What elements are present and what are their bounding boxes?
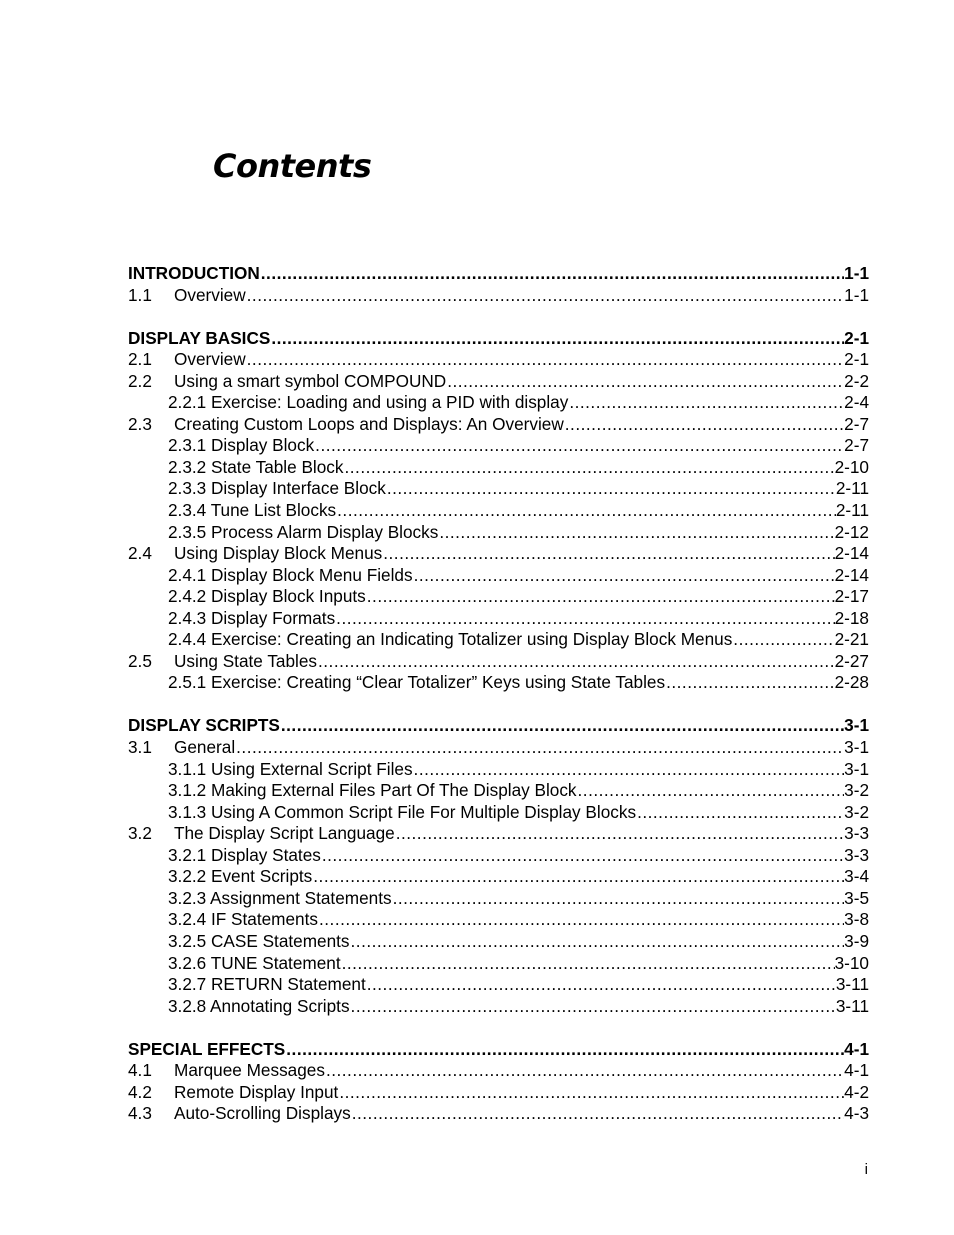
toc-entry[interactable] (128, 672, 869, 694)
dot-leader (338, 1082, 844, 1104)
toc-entry-number: 2.5 (128, 650, 152, 671)
toc-entry-title: SPECIAL EFFECTS (128, 1038, 286, 1059)
toc-entry-title: General (174, 737, 236, 758)
toc-entry-page: 3-9 (844, 930, 869, 951)
toc-entry-page: 2-1 (844, 349, 869, 370)
toc-entry-title: 3.2.1 Display States (168, 844, 321, 865)
toc-spacer (128, 306, 869, 328)
dot-leader (336, 500, 836, 522)
toc-entry-page: 3-3 (844, 844, 869, 865)
toc-entry-title: Using a smart symbol COMPOUND (174, 370, 447, 391)
toc-entry[interactable] (128, 953, 869, 975)
toc-entry-page: 2-7 (844, 413, 869, 434)
toc-entry-title: 2.4.3 Display Formats (168, 607, 336, 628)
toc-entry-title: 3.2.3 Assignment Statements (168, 887, 392, 908)
dot-leader (325, 1060, 844, 1082)
dot-leader (636, 802, 844, 824)
toc-entry-page: 4-1 (844, 1060, 869, 1081)
toc-entry[interactable] (128, 737, 869, 759)
dot-leader (335, 608, 834, 630)
toc-entry-title: DISPLAY BASICS (128, 327, 271, 348)
toc-entry[interactable] (128, 845, 869, 867)
toc-entry[interactable] (128, 651, 869, 673)
toc-entry-page: 4-2 (844, 1081, 869, 1102)
toc-entry-page: 3-3 (844, 823, 869, 844)
toc-entry-title: 3.1.3 Using A Common Script File For Multiple Display Blocks (168, 801, 637, 822)
dot-leader (317, 651, 835, 673)
toc-entry-title: 3.1.1 Using External Script Files (168, 758, 413, 779)
toc-entry-page: 2-12 (834, 521, 869, 542)
toc-entry-title: 2.3.5 Process Alarm Display Blocks (168, 521, 439, 542)
toc-section-entry[interactable] (128, 263, 869, 285)
toc-entry[interactable] (128, 1103, 869, 1125)
toc-entry[interactable] (128, 586, 869, 608)
toc-section-entry[interactable] (128, 715, 869, 737)
toc-entry-page: 2-4 (844, 392, 869, 413)
toc-entry[interactable] (128, 500, 869, 522)
toc-entry-page: 3-10 (834, 952, 869, 973)
toc-entry-page: 1-1 (844, 263, 869, 283)
dot-leader (341, 953, 835, 975)
toc-entry-title: Creating Custom Loops and Displays: An Overview (174, 413, 564, 434)
dot-leader (312, 866, 844, 888)
toc-entry-title: 3.1.2 Making External Files Part Of The Display Block (168, 780, 577, 801)
toc-entry-page: 3-5 (844, 887, 869, 908)
dot-leader (366, 974, 836, 996)
toc-section-entry[interactable] (128, 1039, 869, 1061)
toc-entry-page: 2-7 (844, 435, 869, 456)
toc-entry-title: DISPLAY SCRIPTS (128, 715, 280, 736)
dot-leader (260, 263, 844, 285)
toc-entry-title: 3.2.2 Event Scripts (168, 866, 313, 887)
dot-leader (280, 715, 844, 737)
toc-entry-number: 2.1 (128, 349, 152, 370)
toc-entry[interactable] (128, 435, 869, 457)
dot-leader (270, 328, 844, 350)
dot-leader (314, 435, 844, 457)
toc-entry[interactable] (128, 371, 869, 393)
toc-entry-title: Overview (174, 349, 246, 370)
toc-entry-title: Remote Display Input (174, 1081, 339, 1102)
toc-entry-page: 2-27 (834, 650, 869, 671)
toc-entry-page: 3-4 (844, 866, 869, 887)
table-of-contents (128, 263, 869, 1125)
dot-leader (382, 543, 834, 565)
toc-entry-number: 4.3 (128, 1103, 152, 1124)
toc-entry-number: 4.1 (128, 1060, 152, 1081)
toc-entry[interactable] (128, 629, 869, 651)
toc-entry-title: 2.3.2 State Table Block (168, 456, 344, 477)
toc-entry[interactable] (128, 759, 869, 781)
toc-entry-title: 3.2.6 TUNE Statement (168, 952, 341, 973)
toc-entry-title: 3.2.8 Annotating Scripts (168, 995, 350, 1016)
toc-entry-title: 3.2.5 CASE Statements (168, 930, 350, 951)
dot-leader (350, 931, 845, 953)
toc-entry-title: 2.3.4 Tune List Blocks (168, 500, 337, 521)
toc-entry[interactable] (128, 802, 869, 824)
dot-leader (392, 888, 845, 910)
toc-entry-page: 2-10 (834, 456, 869, 477)
page-title: Contents (213, 147, 372, 185)
dot-leader (395, 823, 844, 845)
toc-entry-title: 2.5.1 Exercise: Creating “Clear Totalizer” Keys using State Tables (168, 672, 666, 693)
toc-entry-title: Marquee Messages (174, 1060, 325, 1081)
dot-leader (285, 1039, 844, 1061)
dot-leader (568, 392, 844, 414)
toc-entry-page: 2-2 (844, 370, 869, 391)
toc-entry-page: 3-11 (835, 995, 869, 1016)
toc-entry[interactable] (128, 888, 869, 910)
toc-entry-page: 1-1 (844, 284, 869, 305)
toc-entry-number: 1.1 (128, 284, 152, 305)
dot-leader (438, 522, 834, 544)
dot-leader (350, 996, 836, 1018)
toc-entry[interactable] (128, 974, 869, 996)
toc-entry-page: 2-28 (834, 672, 869, 693)
toc-entry-title: 3.2.7 RETURN Statement (168, 974, 366, 995)
dot-leader (665, 672, 835, 694)
toc-entry-page: 3-1 (844, 758, 869, 779)
toc-entry-page: 2-11 (835, 500, 869, 521)
toc-entry-number: 3.2 (128, 823, 152, 844)
dot-leader (321, 845, 844, 867)
toc-entry-page: 3-1 (844, 715, 869, 736)
toc-entry-number: 2.3 (128, 413, 152, 434)
toc-entry-title: Using State Tables (174, 650, 317, 671)
toc-entry-title: 2.4.4 Exercise: Creating an Indicating Totalizer using Display Block Menus (168, 629, 733, 650)
toc-entry-title: 2.3.3 Display Interface Block (168, 478, 386, 499)
toc-spacer (128, 694, 869, 716)
toc-entry[interactable] (128, 780, 869, 802)
toc-entry-page: 3-2 (844, 801, 869, 822)
toc-entry[interactable] (128, 866, 869, 888)
toc-entry[interactable] (128, 478, 869, 500)
toc-entry[interactable] (128, 1082, 869, 1104)
dot-leader (413, 759, 845, 781)
toc-entry[interactable] (128, 349, 869, 371)
toc-entry-page: 3-2 (844, 780, 869, 801)
toc-entry-page: 3-1 (844, 737, 869, 758)
toc-entry-title: 2.4.1 Display Block Menu Fields (168, 564, 413, 585)
toc-entry-title: 2.2.1 Exercise: Loading and using a PID with display (168, 392, 569, 413)
toc-spacer (128, 1017, 869, 1039)
page-number: i (864, 1161, 868, 1178)
dot-leader (564, 414, 844, 436)
toc-entry[interactable] (128, 392, 869, 414)
toc-entry-number: 4.2 (128, 1081, 152, 1102)
toc-entry-page: 2-14 (834, 543, 869, 564)
toc-entry-page: 2-14 (834, 564, 869, 585)
toc-entry-page: 4-3 (844, 1103, 869, 1124)
dot-leader (246, 349, 845, 371)
dot-leader (577, 780, 845, 802)
toc-section-entry[interactable] (128, 328, 869, 350)
dot-leader (344, 457, 835, 479)
dot-leader (246, 285, 845, 307)
toc-entry[interactable] (128, 457, 869, 479)
dot-leader (386, 478, 836, 500)
toc-entry[interactable] (128, 414, 869, 436)
toc-entry-page: 2-21 (834, 629, 869, 650)
toc-entry-title: The Display Script Language (174, 823, 395, 844)
toc-entry-title: Overview (174, 284, 246, 305)
toc-entry-page: 3-8 (844, 909, 869, 930)
toc-entry-page: 2-17 (834, 586, 869, 607)
dot-leader (732, 629, 834, 651)
toc-entry[interactable] (128, 285, 869, 307)
toc-entry[interactable] (128, 931, 869, 953)
dot-leader (446, 371, 844, 393)
toc-entry-number: 2.4 (128, 543, 152, 564)
toc-entry-page: 2-1 (844, 327, 869, 348)
toc-entry-page: 3-11 (835, 974, 869, 995)
toc-entry-page: 2-18 (834, 607, 869, 628)
toc-entry-title: Auto-Scrolling Displays (174, 1103, 351, 1124)
toc-entry-title: INTRODUCTION (128, 263, 260, 283)
toc-entry-title: 2.4.2 Display Block Inputs (168, 586, 366, 607)
toc-entry-number: 2.2 (128, 370, 152, 391)
toc-entry[interactable] (128, 1060, 869, 1082)
toc-entry[interactable] (128, 543, 869, 565)
toc-entry[interactable] (128, 909, 869, 931)
toc-entry[interactable] (128, 522, 869, 544)
dot-leader (366, 586, 835, 608)
dot-leader (235, 737, 844, 759)
toc-entry[interactable] (128, 823, 869, 845)
toc-entry-page: 2-11 (835, 478, 869, 499)
toc-entry-page: 4-1 (844, 1038, 869, 1059)
toc-entry[interactable] (128, 996, 869, 1018)
dot-leader (351, 1103, 844, 1125)
dot-leader (318, 909, 844, 931)
toc-entry-title: 2.3.1 Display Block (168, 435, 315, 456)
dot-leader (413, 565, 835, 587)
toc-entry[interactable] (128, 565, 869, 587)
toc-entry-title: 3.2.4 IF Statements (168, 909, 318, 930)
toc-entry-number: 3.1 (128, 737, 152, 758)
toc-entry-title: Using Display Block Menus (174, 543, 383, 564)
toc-entry[interactable] (128, 608, 869, 630)
